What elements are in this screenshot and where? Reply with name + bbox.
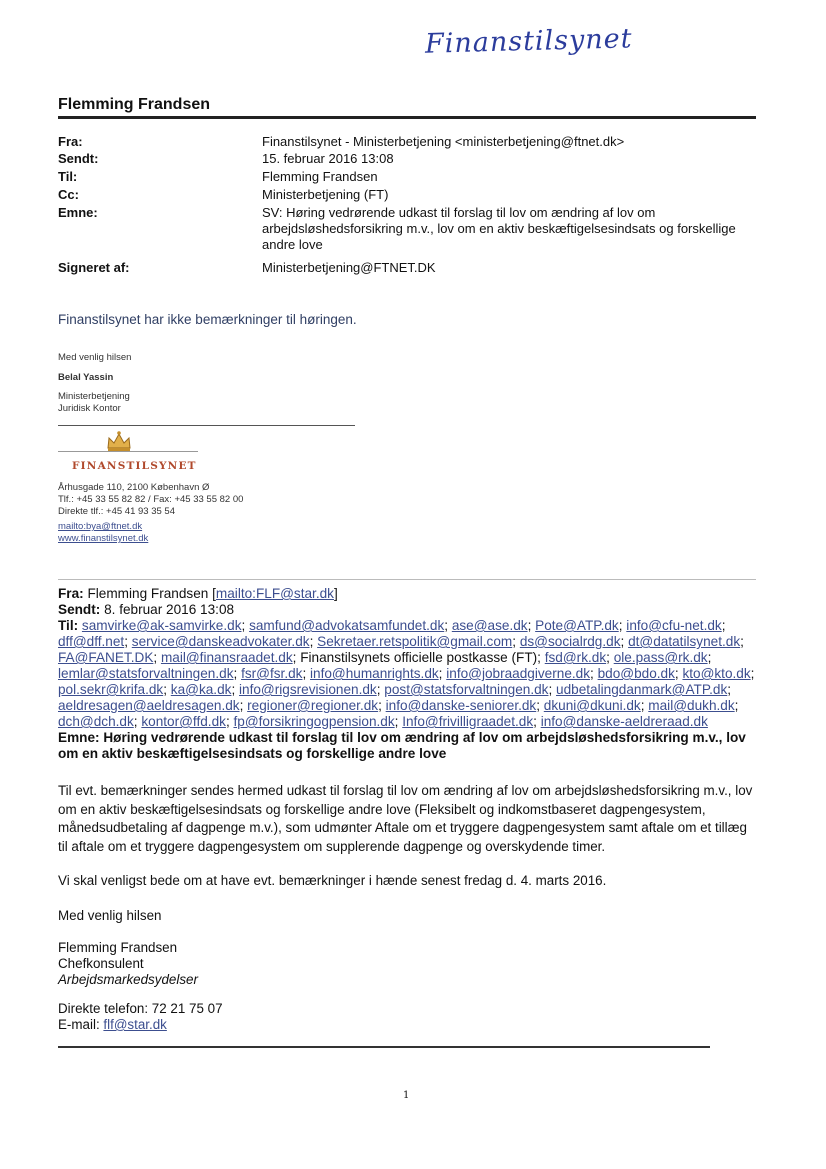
recipient-email[interactable]: fp@forsikringogpension.dk <box>233 714 395 729</box>
closing-email-label: E-mail: <box>58 1017 100 1032</box>
sent-value: 15. februar 2016 13:08 <box>262 151 394 166</box>
recipient-email[interactable]: lemlar@statsforvaltningen.dk <box>58 666 234 681</box>
closing-name: Flemming Frandsen <box>58 940 178 955</box>
reply-text: Finanstilsynet har ikke bemærkninger til høringen. <box>58 312 357 327</box>
closing-email-link[interactable]: flf@star.dk <box>103 1017 167 1032</box>
recipient-email[interactable]: fsr@fsr.dk <box>241 666 303 681</box>
body-paragraph-2: Vi skal venligst bede om at have evt. bemærkninger i hænde senest fredag d. 4. marts 2016. <box>58 873 607 888</box>
recipient-email: Finanstilsynets officielle postkasse (FT) <box>300 650 538 665</box>
signed-value: Ministerbetjening@FTNET.DK <box>262 260 436 275</box>
recipient-email[interactable]: info@rigsrevisionen.dk <box>239 682 377 697</box>
recipient-email[interactable]: udbetalingdanmark@ATP.dk <box>556 682 728 697</box>
forwarded-subject-value: Høring vedrørende udkast til forslag til lov om ændring af lov om arbejdsløshedsforsikring m.v., lov om en aktiv beskæftigelsesindsats og forskellige andre love <box>58 730 746 761</box>
recipient-email[interactable]: Info@frivilligraadet.dk <box>402 714 534 729</box>
recipient-list: samvirke@ak-samvirke.dk; samfund@advokatsamfundet.dk; ase@ase.dk; Pote@ATP.dk; info@cfu-net.dk; dff@dff.net; service@danskeadvokater.dk; Sekretaer.retspolitik@gmail.com; ds@socialrdg.dk; dt@datatilsynet.dk; FA@FANET.DK; mail@finansraadet.dk; Finanstilsynets officielle postkasse (FT); fsd@rk.dk; ole.pass@rk.dk; lemlar@statsforvaltningen.dk; fsr@fsr.dk; info@humanrights.dk; info@jobraadgiverne.dk; bdo@bdo.dk; kto@kto.dk; pol.sekr@krifa.dk; ka@ka.dk; info@rigsrevisionen.dk; post@statsforvaltningen.dk; udbetalingdanmark@ATP.dk; aeldresagen@aeldresagen.dk; regioner@regioner.dk; info@danske-seniorer.dk; dkuni@dkuni.dk; mail@dukh.dk; dch@dch.dk; kontor@ffd.dk; fp@forsikringogpension.dk; Info@frivilligraadet.dk; info@danske-aeldreraad.dk <box>58 618 755 729</box>
to-value: Flemming Frandsen <box>262 169 378 184</box>
recipient-email[interactable]: Pote@ATP.dk <box>535 618 619 633</box>
signed-label: Signeret af: <box>58 260 130 275</box>
end-divider <box>58 1046 710 1048</box>
forwarded-from-name: Flemming Frandsen <box>87 586 209 601</box>
to-label: Til: <box>58 169 78 184</box>
from-label: Fra: <box>58 134 83 149</box>
recipient-email[interactable]: dt@datatilsynet.dk <box>628 634 741 649</box>
forwarded-from-row: Fra: Flemming Frandsen [mailto:FLF@star.dk] <box>58 586 338 601</box>
signature-name: Belal Yassin <box>58 372 114 383</box>
sent-label: Sendt: <box>58 151 99 166</box>
recipient-email[interactable]: FA@FANET.DK <box>58 650 154 665</box>
recipient-email[interactable]: aeldresagen@aeldresagen.dk <box>58 698 240 713</box>
forwarded-to-label: Til: <box>58 618 79 633</box>
crown-logo-icon <box>105 430 133 459</box>
recipient-email[interactable]: regioner@regioner.dk <box>247 698 379 713</box>
closing-phone: Direkte telefon: 72 21 75 07 <box>58 1001 223 1016</box>
cc-value: Ministerbetjening (FT) <box>262 187 389 202</box>
recipient-email[interactable]: ole.pass@rk.dk <box>613 650 708 665</box>
forwarded-from-mailto-link[interactable]: mailto:FLF@star.dk <box>215 586 334 601</box>
recipient-email[interactable]: dkuni@dkuni.dk <box>543 698 641 713</box>
header-divider <box>58 116 756 119</box>
subject-label: Emne: <box>58 205 98 220</box>
closing-unit: Arbejdsmarkedsydelser <box>58 972 198 987</box>
recipient-email[interactable]: kto@kto.dk <box>682 666 751 681</box>
recipient-email[interactable]: fsd@rk.dk <box>544 650 607 665</box>
logo-line <box>58 451 198 452</box>
recipient-email[interactable]: service@danskeadvokater.dk <box>131 634 310 649</box>
body-paragraph-1: Til evt. bemærkninger sendes hermed udkast til forslag til lov om ændring af lov om arbejdsløshedsforsikring m.v., lov om en aktiv beskæftigelsesindsats og forskellige andre love (Fleksibelt og indkomstbaseret dagpengesystem, månedsudbetaling af dagpenge m.v.), som udmønter Aftale om et tryggere dagpengesystem samt aftale om et tillæg til aftale om et tryggere dagpengesystem om supplerende dagpenge og overskydende timer. <box>58 783 753 854</box>
recipient-email[interactable]: mail@finansraadet.dk <box>160 650 293 665</box>
recipient-email[interactable]: info@humanrights.dk <box>310 666 439 681</box>
recipient-email[interactable]: info@danske-seniorer.dk <box>385 698 537 713</box>
recipient-email[interactable]: info@cfu-net.dk <box>626 618 722 633</box>
recipient-email[interactable]: ds@socialrdg.dk <box>519 634 621 649</box>
forwarded-sent-value: 8. februar 2016 13:08 <box>104 602 235 617</box>
forward-separator <box>58 579 756 580</box>
signature-web-link[interactable]: www.finanstilsynet.dk <box>58 533 149 544</box>
recipient-email[interactable]: kontor@ffd.dk <box>141 714 226 729</box>
recipient-email[interactable]: dch@dch.dk <box>58 714 134 729</box>
signature-dept: Ministerbetjening <box>58 391 130 402</box>
recipient-email[interactable]: info@danske-aeldreraad.dk <box>540 714 708 729</box>
signature-address: Århusgade 110, 2100 København Ø <box>58 482 210 493</box>
recipient-email[interactable]: ka@ka.dk <box>170 682 232 697</box>
forwarded-sent-label: Sendt: <box>58 602 101 617</box>
recipient-email[interactable]: bdo@bdo.dk <box>597 666 675 681</box>
recipient-email[interactable]: post@statsforvaltningen.dk <box>384 682 549 697</box>
recipient-email[interactable]: Sekretaer.retspolitik@gmail.com <box>317 634 513 649</box>
closing-title: Chefkonsulent <box>58 956 144 971</box>
recipient-email[interactable]: samfund@advokatsamfundet.dk <box>249 618 445 633</box>
signature-divider <box>58 425 355 426</box>
finanstilsynet-logo: FINANSTILSYNET <box>72 460 197 472</box>
signature-direct-phone: Direkte tlf.: +45 41 93 35 54 <box>58 506 175 517</box>
recipient-email[interactable]: mail@dukh.dk <box>648 698 735 713</box>
signature-greeting: Med venlig hilsen <box>58 352 132 363</box>
recipient-email[interactable]: dff@dff.net <box>58 634 125 649</box>
forwarded-header <box>58 586 758 762</box>
forwarded-from-label: Fra: <box>58 586 84 601</box>
forwarded-subject-row <box>58 730 758 762</box>
mailbox-owner: Flemming Frandsen <box>58 96 211 113</box>
recipient-email[interactable]: samvirke@ak-samvirke.dk <box>81 618 242 633</box>
cc-label: Cc: <box>58 187 79 202</box>
signature-mailto-link[interactable]: mailto:bya@ftnet.dk <box>58 521 143 532</box>
handwritten-note: Finanstilsynet <box>424 23 633 60</box>
signature-dept-2: Juridisk Kontor <box>58 403 121 414</box>
recipient-email[interactable]: info@jobraadgiverne.dk <box>446 666 591 681</box>
page-number: 1 <box>403 1090 410 1101</box>
recipient-email[interactable]: pol.sekr@krifa.dk <box>58 682 164 697</box>
closing-greeting: Med venlig hilsen <box>58 908 162 923</box>
forwarded-sent-row <box>58 602 758 618</box>
subject-value: SV: Høring vedrørende udkast til forslag til lov om ændring af lov om arbejdsløshedsforsikring m.v., lov om en aktiv beskæftigelsesindsats og forskellige andre love <box>262 205 736 252</box>
closing-email-row <box>58 1017 167 1033</box>
forwarded-to-row <box>58 618 758 730</box>
signature-phone: Tlf.: +45 33 55 82 82 / Fax: +45 33 55 82 00 <box>58 494 244 505</box>
from-value: Finanstilsynet - Ministerbetjening <ministerbetjening@ftnet.dk> <box>262 134 625 149</box>
forwarded-subject-label: Emne: <box>58 730 100 745</box>
recipient-email[interactable]: ase@ase.dk <box>451 618 528 633</box>
